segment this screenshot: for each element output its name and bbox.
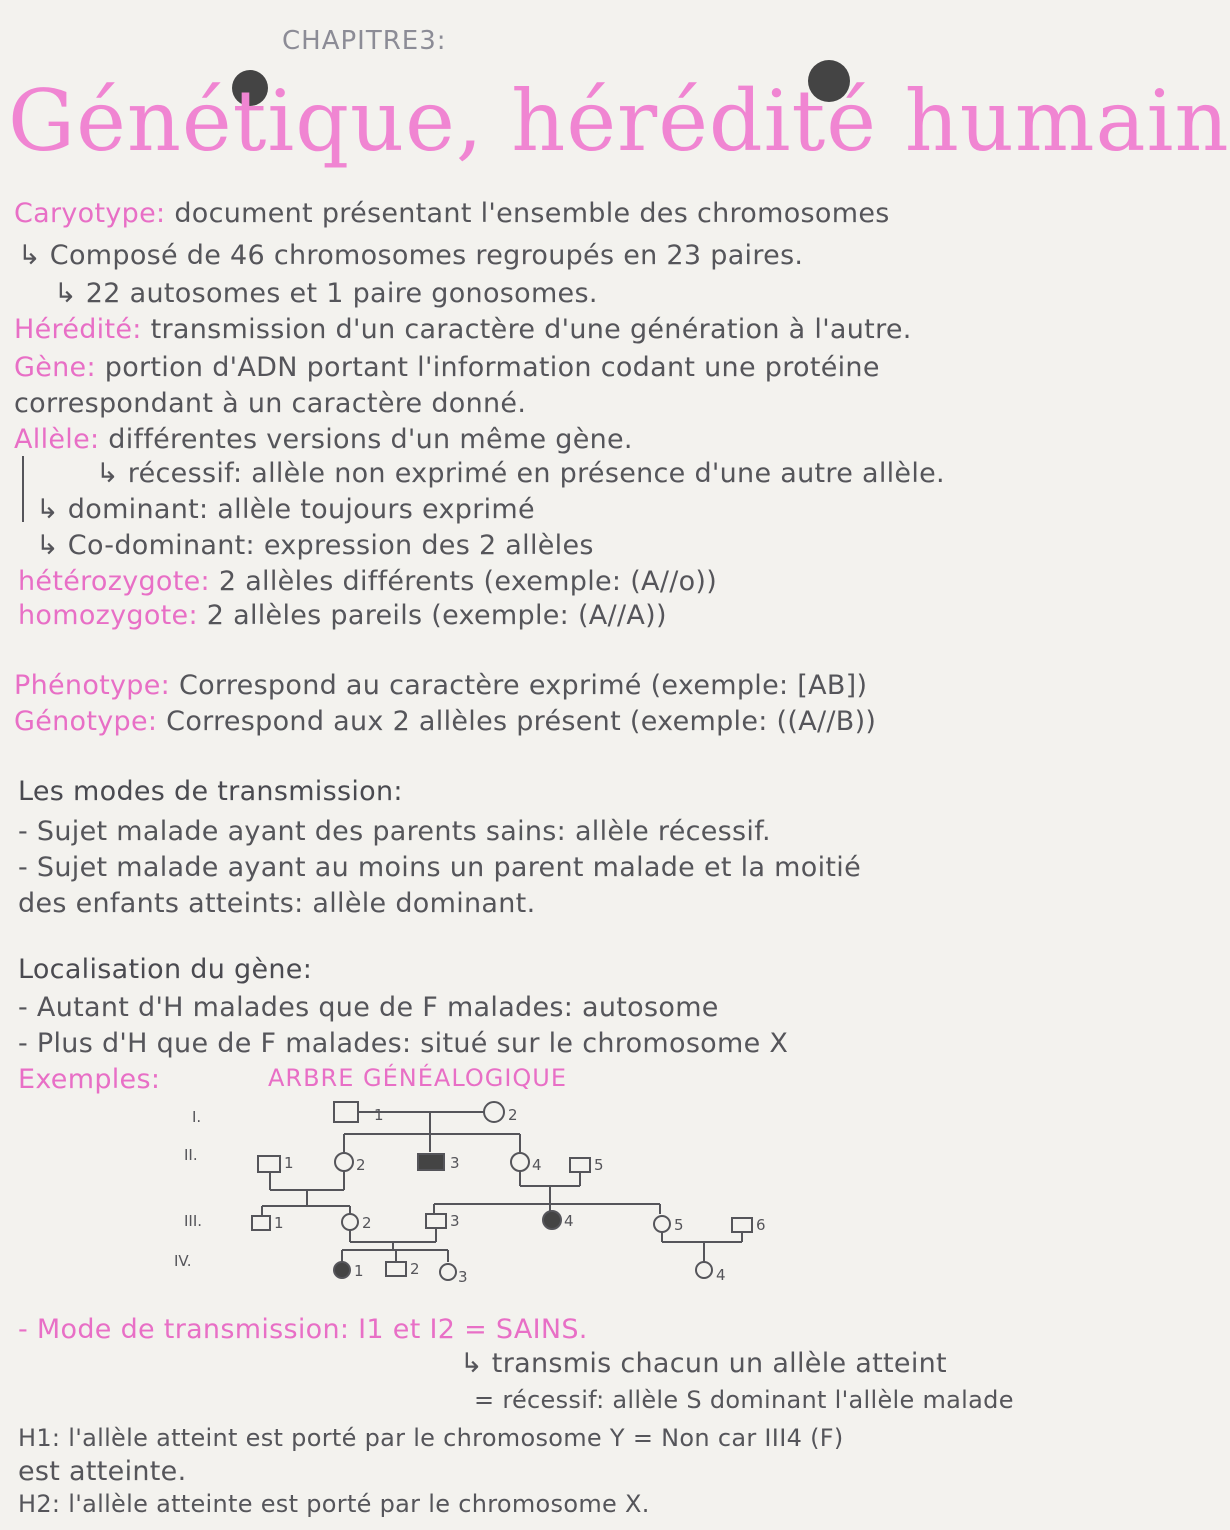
- genotype-line: [14, 706, 876, 737]
- individual-IV4: [696, 1262, 712, 1278]
- homozygote-term: homozygote:: [18, 600, 198, 631]
- page-title: Génétique, hérédité humain: [8, 72, 1230, 170]
- gene-def1: portion d'ADN portant l'information codant une protéine: [104, 352, 880, 383]
- heredite-line: [14, 314, 912, 345]
- conclusion-line5: est atteinte.: [18, 1456, 187, 1487]
- individual-III3: [426, 1214, 446, 1228]
- num-III6: 6: [756, 1216, 766, 1234]
- individual-I1: [334, 1102, 358, 1122]
- individual-IV2: [386, 1262, 406, 1276]
- individual-II5: [570, 1158, 590, 1172]
- individual-III6: [732, 1218, 752, 1232]
- num-II4: 4: [532, 1156, 542, 1174]
- homozygote-line: [18, 600, 667, 631]
- num-III4: 4: [564, 1212, 574, 1230]
- num-III5: 5: [674, 1216, 684, 1234]
- num-II1: 1: [284, 1154, 294, 1172]
- num-I1: 1: [374, 1106, 384, 1124]
- generation-label-II: II.: [184, 1146, 198, 1164]
- conclusion-line2: ↳ transmis chacun un allèle atteint: [460, 1348, 947, 1379]
- generation-label-III: III.: [184, 1212, 203, 1230]
- caryotype-def: document présentant l'ensemble des chromosomes: [174, 198, 890, 229]
- phenotype-term: Phénotype:: [14, 670, 171, 701]
- allele-codominant: ↳ Co-dominant: expression des 2 allèles: [36, 530, 594, 561]
- heterozygote-term: hétérozygote:: [18, 566, 210, 597]
- allele-term: Allèle:: [14, 424, 100, 455]
- heredite-def: transmission d'un caractère d'une génération à l'autre.: [150, 314, 912, 345]
- conclusion-line1: [18, 1314, 588, 1345]
- bracket-mark: [22, 456, 36, 522]
- individual-II2: [335, 1153, 353, 1171]
- num-IV1: 1: [354, 1262, 364, 1280]
- gene-term: Gène:: [14, 352, 96, 383]
- num-IV3: 3: [458, 1268, 468, 1286]
- conclusion-line4: H1: l'allèle atteint est porté par le chromosome Y = Non car III4 (F): [18, 1424, 844, 1452]
- conclusion-mode: - Mode de transmission: I1 et I2 = SAINS.: [18, 1314, 588, 1345]
- generation-label-IV: IV.: [174, 1252, 192, 1270]
- homozygote-def: 2 allèles pareils (exemple: (A//A)): [206, 600, 667, 631]
- pedigree-tree: [0, 1090, 1080, 1290]
- individual-II1: [258, 1156, 280, 1172]
- genotype-def: Correspond aux 2 allèles présent (exemple: ((A//B)): [166, 706, 877, 737]
- individual-III1: [252, 1216, 270, 1230]
- modes-heading: Les modes de transmission:: [18, 776, 403, 807]
- allele-dominant: ↳ dominant: allèle toujours exprimé: [36, 494, 535, 525]
- caryotype-line: [14, 198, 890, 229]
- individual-IV1: [334, 1262, 350, 1278]
- localisation-line2: - Plus d'H que de F malades: situé sur le chromosome X: [18, 1028, 789, 1059]
- modes-line1: - Sujet malade ayant des parents sains: allèle récessif.: [18, 816, 771, 847]
- caryotype-sub2: ↳ 22 autosomes et 1 paire gonosomes.: [54, 278, 598, 309]
- num-I2: 2: [508, 1106, 518, 1124]
- allele-line: [14, 424, 633, 455]
- num-II2: 2: [356, 1156, 366, 1174]
- conclusion-line3: = récessif: allèle S dominant l'allèle malade: [474, 1386, 1014, 1414]
- gene-line: [14, 352, 880, 383]
- tree-title: ARBRE GÉNÉALOGIQUE: [268, 1064, 568, 1092]
- modes-line2: - Sujet malade ayant au moins un parent malade et la moitié: [18, 852, 862, 883]
- num-III2: 2: [362, 1214, 372, 1232]
- individual-IV3: [440, 1264, 456, 1280]
- num-III3: 3: [450, 1212, 460, 1230]
- caryotype-term: Caryotype:: [14, 198, 166, 229]
- gene-def2: correspondant à un caractère donné.: [14, 388, 527, 419]
- chapter-label: CHAPITRE3:: [282, 26, 447, 56]
- heterozygote-def: 2 allèles différents (exemple: (A//o)): [218, 566, 718, 597]
- num-II5: 5: [594, 1156, 604, 1174]
- heterozygote-line: [18, 566, 717, 597]
- localisation-heading: Localisation du gène:: [18, 954, 313, 985]
- individual-III2: [342, 1214, 358, 1230]
- individual-III5: [654, 1216, 670, 1232]
- allele-recessif: ↳ récessif: allèle non exprimé en présence d'une autre allèle.: [96, 458, 945, 489]
- exemples-label: Exemples:: [18, 1064, 161, 1095]
- num-IV2: 2: [410, 1260, 420, 1278]
- num-III1: 1: [274, 1214, 284, 1232]
- genotype-term: Génotype:: [14, 706, 158, 737]
- num-IV4: 4: [716, 1266, 726, 1284]
- individual-II4: [511, 1153, 529, 1171]
- modes-line3: des enfants atteints: allèle dominant.: [18, 888, 536, 919]
- num-II3: 3: [450, 1154, 460, 1172]
- phenotype-line: [14, 670, 867, 701]
- individual-III4: [543, 1211, 561, 1229]
- heredite-term: Hérédité:: [14, 314, 142, 345]
- individual-I2: [484, 1102, 504, 1122]
- localisation-line1: - Autant d'H malades que de F malades: autosome: [18, 992, 719, 1023]
- generation-label-I: I.: [192, 1108, 202, 1126]
- caryotype-sub1: ↳ Composé de 46 chromosomes regroupés en 23 paires.: [18, 240, 804, 271]
- conclusion-line6: H2: l'allèle atteinte est porté par le chromosome X.: [18, 1490, 650, 1518]
- phenotype-def: Correspond au caractère exprimé (exemple: [AB]): [178, 670, 868, 701]
- allele-def: différentes versions d'un même gène.: [108, 424, 633, 455]
- individual-II3: [418, 1154, 444, 1170]
